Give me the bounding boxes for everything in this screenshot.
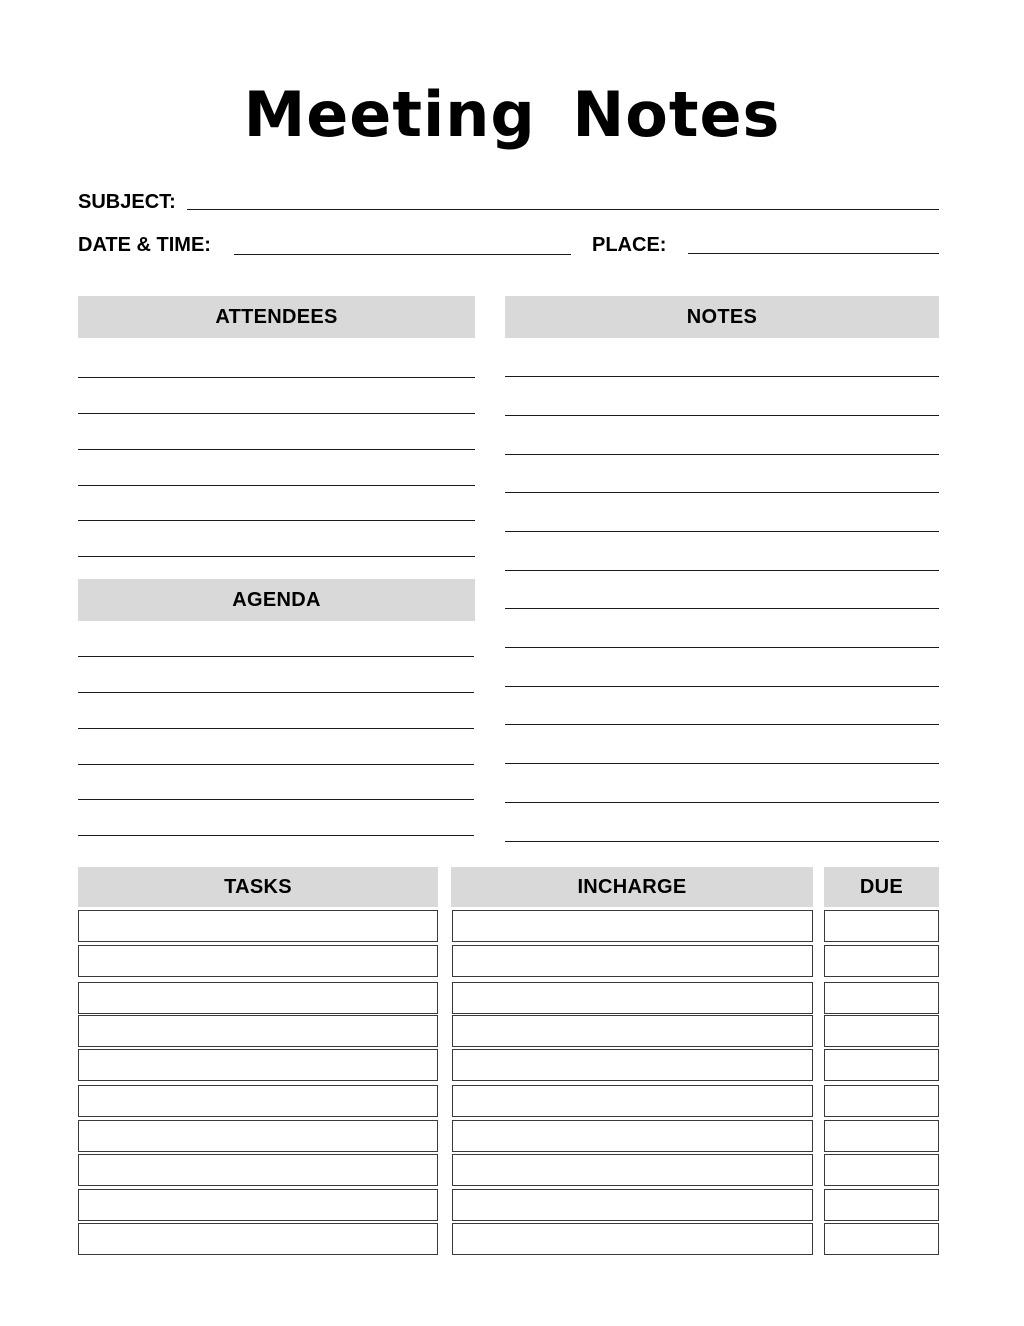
incharge-cell[interactable] — [452, 1223, 813, 1255]
tasks-header: TASKS — [78, 867, 438, 907]
incharge-cell[interactable] — [452, 1120, 813, 1152]
agenda-line[interactable] — [78, 764, 474, 765]
notes-line[interactable] — [505, 492, 939, 493]
date-time-label: DATE & TIME: — [78, 234, 211, 256]
due-cell[interactable] — [824, 1154, 939, 1186]
agenda-line[interactable] — [78, 656, 474, 657]
notes-line[interactable] — [505, 802, 939, 803]
incharge-cell[interactable] — [452, 910, 813, 942]
date-time-field[interactable] — [234, 254, 571, 255]
notes-line[interactable] — [505, 608, 939, 609]
due-cell[interactable] — [824, 1015, 939, 1047]
agenda-line[interactable] — [78, 835, 474, 836]
incharge-cell[interactable] — [452, 1154, 813, 1186]
attendees-header: ATTENDEES — [78, 296, 475, 338]
notes-line[interactable] — [505, 454, 939, 455]
place-label: PLACE: — [592, 234, 667, 256]
notes-line[interactable] — [505, 841, 939, 842]
task-cell[interactable] — [78, 1223, 438, 1255]
due-cell[interactable] — [824, 1120, 939, 1152]
task-cell[interactable] — [78, 910, 438, 942]
notes-line[interactable] — [505, 570, 939, 571]
due-cell[interactable] — [824, 1049, 939, 1081]
due-cell[interactable] — [824, 945, 939, 977]
attendee-line[interactable] — [78, 413, 475, 414]
notes-line[interactable] — [505, 531, 939, 532]
attendee-line[interactable] — [78, 520, 475, 521]
place-field[interactable] — [688, 253, 939, 254]
notes-line[interactable] — [505, 415, 939, 416]
subject-field[interactable] — [187, 209, 939, 210]
notes-line[interactable] — [505, 376, 939, 377]
incharge-cell[interactable] — [452, 1189, 813, 1221]
notes-line[interactable] — [505, 763, 939, 764]
attendee-line[interactable] — [78, 449, 475, 450]
agenda-line[interactable] — [78, 799, 474, 800]
due-cell[interactable] — [824, 1189, 939, 1221]
task-cell[interactable] — [78, 1154, 438, 1186]
notes-line[interactable] — [505, 647, 939, 648]
task-cell[interactable] — [78, 982, 438, 1014]
incharge-cell[interactable] — [452, 1049, 813, 1081]
task-cell[interactable] — [78, 945, 438, 977]
incharge-header: INCHARGE — [451, 867, 813, 907]
notes-line[interactable] — [505, 724, 939, 725]
due-header: DUE — [824, 867, 939, 907]
task-cell[interactable] — [78, 1120, 438, 1152]
due-cell[interactable] — [824, 982, 939, 1014]
attendee-line[interactable] — [78, 485, 475, 486]
due-cell[interactable] — [824, 910, 939, 942]
incharge-cell[interactable] — [452, 982, 813, 1014]
notes-header: NOTES — [505, 296, 939, 338]
task-cell[interactable] — [78, 1085, 438, 1117]
agenda-header: AGENDA — [78, 579, 475, 621]
subject-label: SUBJECT: — [78, 191, 176, 213]
notes-line[interactable] — [505, 686, 939, 687]
agenda-line[interactable] — [78, 728, 474, 729]
page-title: Meeting Notes — [243, 78, 781, 151]
incharge-cell[interactable] — [452, 945, 813, 977]
attendee-line[interactable] — [78, 556, 475, 557]
agenda-line[interactable] — [78, 692, 474, 693]
due-cell[interactable] — [824, 1223, 939, 1255]
task-cell[interactable] — [78, 1189, 438, 1221]
attendee-line[interactable] — [78, 377, 475, 378]
task-cell[interactable] — [78, 1049, 438, 1081]
incharge-cell[interactable] — [452, 1015, 813, 1047]
incharge-cell[interactable] — [452, 1085, 813, 1117]
due-cell[interactable] — [824, 1085, 939, 1117]
task-cell[interactable] — [78, 1015, 438, 1047]
